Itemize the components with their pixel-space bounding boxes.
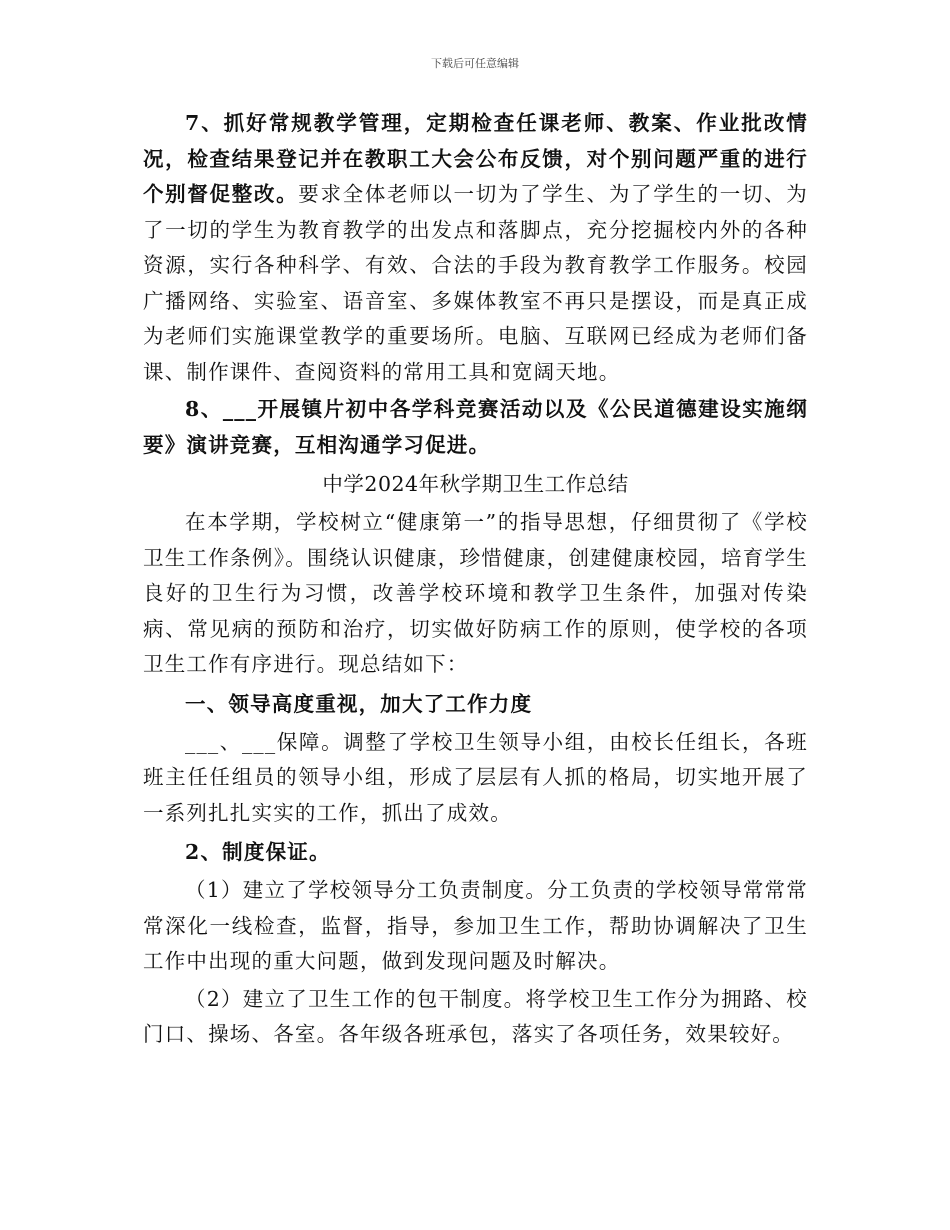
item-7-body-text: 要求全体老师以一切为了学生、为了学生的一切、为了一切的学生为教育教学的出发点和落脚点，充分挖掘校内外的各种资源，实行各种科学、有效、合法的手段为教育教学工作服务。校园广播网络、实验室、语音室、多媒体教室不再只是摆设，而是真正成为老师们实施课堂教学的重要场所。电脑、互联网已经成为老师们备课、制作课件、查阅资料的常用工具和宽阔天地。	[143, 182, 808, 384]
paragraph-sub-2: （2）建立了卫生工作的包干制度。将学校卫生工作分为拥路、校门口、操场、各室。各年级各班承包，落实了各项任务，效果较好。	[143, 986, 808, 1046]
paragraph-sub-1: （1）建立了学校领导分工负责制度。分工负责的学校领导常常常常深化一线检查，监督，指导，参加卫生工作，帮助协调解决了卫生工作中出现的重大问题，做到发现问题及时解决。	[143, 878, 808, 973]
heading-leadership: 一、领导高度重视，加大了工作力度	[185, 691, 533, 716]
section-title: 中学2024年秋学期卫生工作总结	[322, 472, 629, 496]
document-body	[143, 106, 808, 1055]
item-7-bold-text: 7、抓好常规教学管理，定期检查任课老师、教案、作业批改情况，检查结果登记并在教职工大会公布反馈，对个别问题严重的进行个别督促整改。	[143, 111, 808, 206]
heading-system-guarantee: 2、制度保证。	[185, 840, 331, 864]
paragraph-item-8: 8、___开展镇片初中各学科竞赛活动以及《公民道德建设实施纲要》演讲竞赛，互相沟通学习促进。	[143, 397, 808, 457]
paragraph-item-7	[143, 106, 808, 390]
intro-paragraph: 在本学期，学校树立“健康第一”的指导思想，仔细贯彻了《学校卫生工作条例》。围绕认识健康，珍惜健康，创建健康校园，培育学生良好的卫生行为习惯，改善学校环境和教学卫生条件，加强对传染病、常见病的预防和治疗，切实做好防病工作的原则，使学校的各项卫生工作有序进行。现总结如下：	[143, 510, 808, 676]
page-header: 下载后可任意编辑	[431, 57, 519, 70]
paragraph-guarantee: ___、___保障。调整了学校卫生领导小组，由校长任组长，各班班主任任组员的领导小组，形成了层层有人抓的格局，切实地开展了一系列扎扎实实的工作，抓出了成效。	[143, 729, 808, 825]
